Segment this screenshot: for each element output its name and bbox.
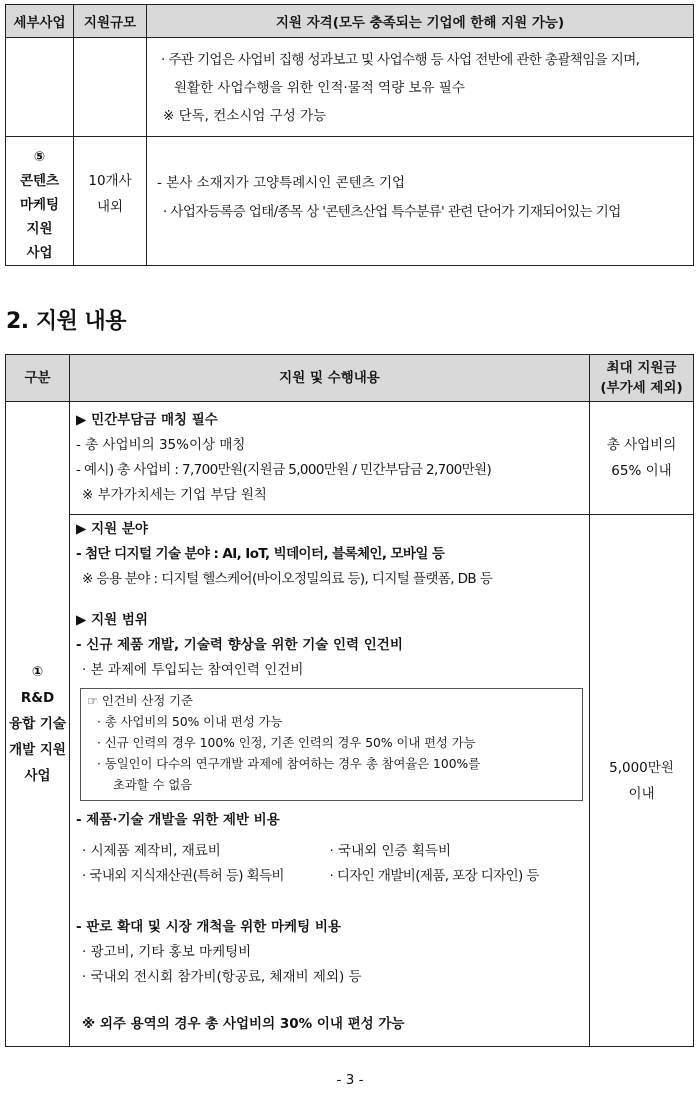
- box-item: 초과할 수 없음: [113, 778, 193, 792]
- section-title: 2. 지원 내용: [6, 309, 126, 334]
- matching-note: ※ 부가가치세는 기업 부담 원칙: [82, 487, 267, 503]
- cell-support-scale: [74, 137, 147, 266]
- spacer: [76, 990, 583, 1012]
- program-line: R&D: [20, 690, 55, 706]
- header-content: 지원 및 수행내용: [70, 355, 590, 402]
- program-line: 사업: [24, 768, 51, 784]
- category-line: 콘텐츠: [19, 173, 60, 189]
- category-line: 마케팅: [19, 197, 60, 213]
- header-eligibility: 지원 자격(모두 충족되는 기업에 한해 지원 가능): [147, 5, 694, 38]
- marketing-title: - 판로 확대 및 시장 개척을 위한 마케팅 비용: [76, 919, 341, 935]
- header-support-scale: 지원규모: [74, 5, 147, 38]
- cell-empty-category: [6, 38, 74, 137]
- category-line: 지원: [26, 221, 53, 237]
- qual-note: ※ 단독, 컨소시엄 구성 가능: [163, 108, 327, 124]
- eligibility-table: [5, 4, 694, 266]
- dev-item: · 디자인 개발비(제품, 포장 디자인) 등: [329, 868, 539, 884]
- spacer: [76, 889, 583, 915]
- labor-cost-criteria-box: [80, 688, 583, 801]
- scope-title: ▶ 지원 범위: [76, 612, 148, 628]
- matching-title: ▶ 민간부담금 매칭 필수: [76, 412, 218, 428]
- scale-line: 10개사: [88, 173, 132, 189]
- header-category: 구분: [6, 355, 70, 402]
- dev-item: · 국내외 지식재산권(특허 등) 획득비: [82, 868, 284, 884]
- cell-support-max: [590, 515, 694, 1047]
- table-row-matching: [6, 402, 694, 515]
- program-number: ①: [31, 664, 44, 680]
- field-note: ※ 응용 분야 : 디지털 헬스케어(바이오정밀의료 등), 디지털 플랫폼, DB 등: [82, 571, 493, 587]
- box-item: · 신규 인력의 경우 100% 인정, 기존 인력의 경우 50% 이내 편성 가능: [97, 736, 476, 750]
- qual-line: · 사업자등록증 업태/종목 상 '콘텐츠산업 특수분류' 관련 단어가 기재되어있는 기업: [163, 204, 621, 220]
- max-line: 이내: [628, 785, 655, 802]
- table-row-continued: [6, 38, 694, 137]
- marketing-item: · 광고비, 기타 홍보 마케팅비: [82, 944, 252, 960]
- box-title: ☞ 인건비 산정 기준: [87, 694, 193, 708]
- matching-example: - 예시) 총 사업비 : 7,700만원(지원금 5,000만원 / 민간부담금 2,700만원): [76, 462, 492, 478]
- program-line: 융합 기술: [9, 716, 66, 732]
- table-row-content-marketing: [6, 137, 694, 266]
- marketing-item: · 국내외 전시회 참가비(항공료, 체재비 제외) 등: [82, 969, 362, 985]
- dev-items: [76, 839, 583, 889]
- cell-empty-scale: [74, 38, 147, 137]
- page-number: - 3 -: [336, 1072, 364, 1088]
- cell-matching-content: [70, 402, 590, 515]
- program-line: 개발 지원: [9, 742, 66, 758]
- dev-item: · 국내외 인증 획득비: [329, 843, 451, 859]
- header-max-amount: [590, 355, 694, 402]
- support-table-header: [6, 355, 694, 402]
- field-main: - 첨단 디지털 기술 분야 : AI, IoT, 빅데이터, 블록체인, 모바일 등: [76, 546, 445, 562]
- matching-line: - 총 사업비의 35%이상 매칭: [76, 437, 246, 453]
- cell-program-rnd: [6, 402, 70, 1047]
- qual-line: - 본사 소재지가 고양특례시인 콘텐츠 기업: [157, 175, 406, 191]
- header-max-line: 최대 지원금: [606, 360, 677, 376]
- table-row-support-scope: [6, 515, 694, 1047]
- support-content-table: [5, 354, 694, 1047]
- category-line: 사업: [26, 245, 53, 261]
- max-line: 5,000만원: [609, 759, 674, 776]
- header-sub-program: 세부사업: [6, 5, 74, 38]
- outsourcing-note: ※ 외주 용역의 경우 총 사업비의 30% 이내 편성 가능: [82, 1016, 405, 1032]
- box-item: · 동일인이 다수의 연구개발 과제에 참여하는 경우 총 참여율은 100%를: [97, 757, 481, 771]
- scale-line: 내외: [96, 199, 124, 215]
- cell-continued-qualifications: [147, 38, 694, 137]
- spacer: [76, 592, 583, 608]
- scope-labor: - 신규 제품 개발, 기술력 향상을 위한 기술 인력 인건비: [76, 637, 403, 653]
- category-number: ⑤: [33, 149, 46, 165]
- qual-line: · 주관 기업은 사업비 집행 성과보고 및 사업수행 등 사업 전반에 관한 총괄책임을 지며,: [161, 52, 640, 68]
- eligibility-table-header: [6, 5, 694, 38]
- cell-qualifications: [147, 137, 694, 266]
- dev-item: · 시제품 제작비, 재료비: [82, 843, 221, 859]
- field-title: ▶ 지원 분야: [76, 521, 148, 537]
- cell-support-scope-content: [70, 515, 590, 1047]
- cell-matching-max: [590, 402, 694, 515]
- dev-title: - 제품·기술 개발을 위한 제반 비용: [76, 812, 280, 828]
- scope-labor-sub: · 본 과제에 투입되는 참여인력 인건비: [82, 662, 304, 678]
- header-max-line: (부가세 제외): [600, 380, 683, 396]
- cell-category-content-marketing: [6, 137, 74, 266]
- qual-line: 원활한 사업수행을 위한 인적·물적 역량 보유 필수: [174, 80, 465, 96]
- max-line: 65% 이내: [611, 463, 672, 479]
- max-line: 총 사업비의: [606, 437, 677, 453]
- box-item: · 총 사업비의 50% 이내 편성 가능: [97, 715, 283, 729]
